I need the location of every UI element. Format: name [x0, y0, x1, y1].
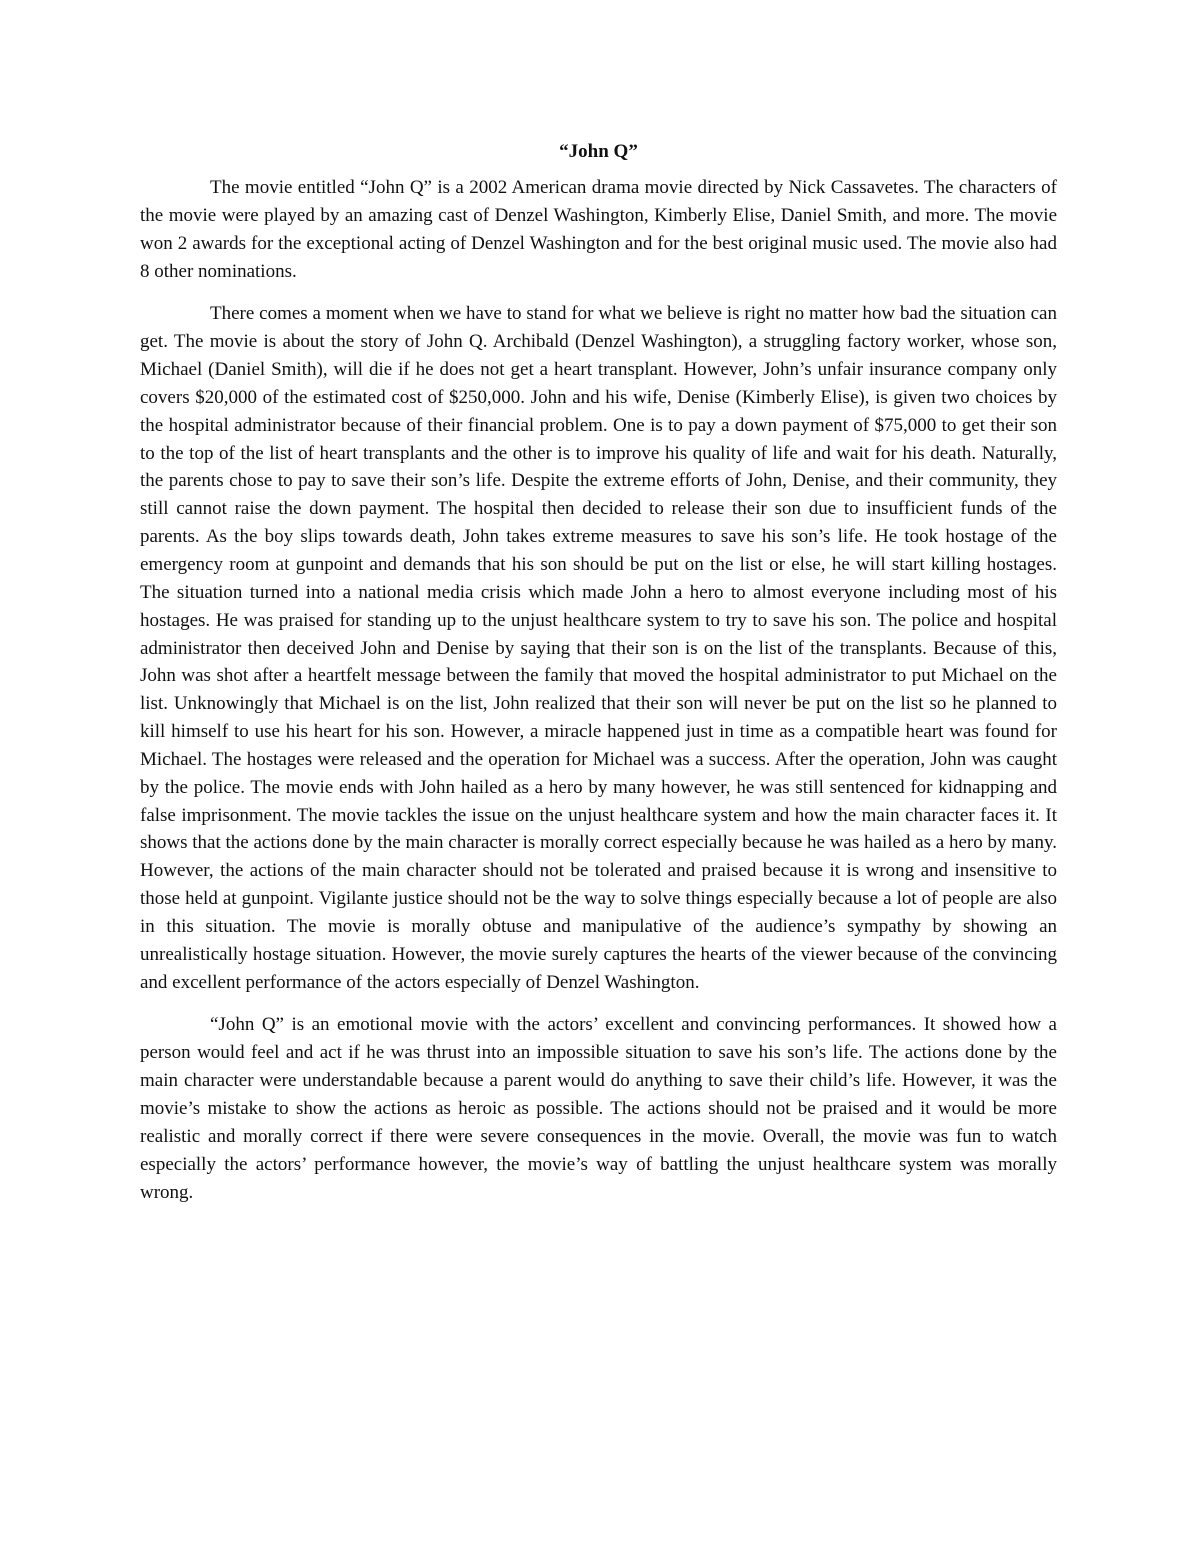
document-body [140, 138, 1057, 1221]
paragraph-introduction: The movie entitled “John Q” is a 2002 American drama movie directed by Nick Cassavetes. The characters of the movie were played by an amazing cast of Denzel Washington, Kimberly Elise, Daniel Smith, and more. The movie won 2 awards for the exceptional acting of Denzel Washington and for the best original music used. The movie also had 8 other nominations. [140, 177, 1057, 282]
paragraph-conclusion: “John Q” is an emotional movie with the actors’ excellent and convincing performances. It showed how a person would feel and act if he was thrust into an impossible situation to save his son’s life. The actions done by the main character were understandable because a parent would do anything to save their child’s life. However, it was the movie’s mistake to show the actions as heroic as possible. The actions should not be praised and it would be more realistic and morally correct if there were severe consequences in the movie. Overall, the movie was fun to watch especially the actors’ performance however, the movie’s way of battling the unjust healthcare system was morally wrong. [140, 1014, 1057, 1203]
paragraph-summary: There comes a moment when we have to stand for what we believe is right no matter how bad the situation can get. The movie is about the story of John Q. Archibald (Denzel Washington), a struggling factory worker, whose son, Michael (Daniel Smith), will die if he does not get a heart transplant. However, John’s unfair insurance company only covers $20,000 of the estimated cost of $250,000. John and his wife, Denise (Kimberly Elise), is given two choices by the hospital administrator because of their financial problem. One is to pay a down payment of $75,000 to get their son to the top of the list of heart transplants and the other is to improve his quality of life and wait for his death. Naturally, the parents chose to pay to save their son’s life. Despite the extreme efforts of John, Denise, and their community, they still cannot raise the down payment. The hospital then decided to release their son due to insufficient funds of the parents. As the boy slips towards death, John takes extreme measures to save his son’s life. He took hostage of the emergency room at gunpoint and demands that his son should be put on the list or else, he will start killing hostages. The situation turned into a national media crisis which made John a hero to almost everyone including most of his hostages. He was praised for standing up to the unjust healthcare system to try to save his son. The police and hospital administrator then deceived John and Denise by saying that their son is on the list of the transplants. Because of this, John was shot after a heartfelt message between the family that moved the hospital administrator to put Michael on the list. Unknowingly that Michael is on the list, John realized that their son will never be put on the list so he planned to kill himself to use his heart for his son. However, a miracle happened just in time as a compatible heart was found for Michael. The hostages were released and the operation for Michael was a success. After the operation, John was caught by the police. The movie ends with John hailed as a hero by many however, he was still sentenced for kidnapping and false imprisonment. The movie tackles the issue on the unjust healthcare system and how the main character faces it. It shows that the actions done by the main character is morally correct especially because he was hailed as a hero by many. However, the actions of the main character should not be tolerated and praised because it is wrong and insensitive to those held at gunpoint. Vigilante justice should not be the way to solve things especially because a lot of people are also in this situation. The movie is morally obtuse and manipulative of the audience’s sympathy by showing an unrealistically hostage situation. However, the movie surely captures the hearts of the viewer because of the convincing and excellent performance of the actors especially of Denzel Washington. [140, 303, 1057, 993]
document-title: “John Q” [559, 141, 638, 162]
